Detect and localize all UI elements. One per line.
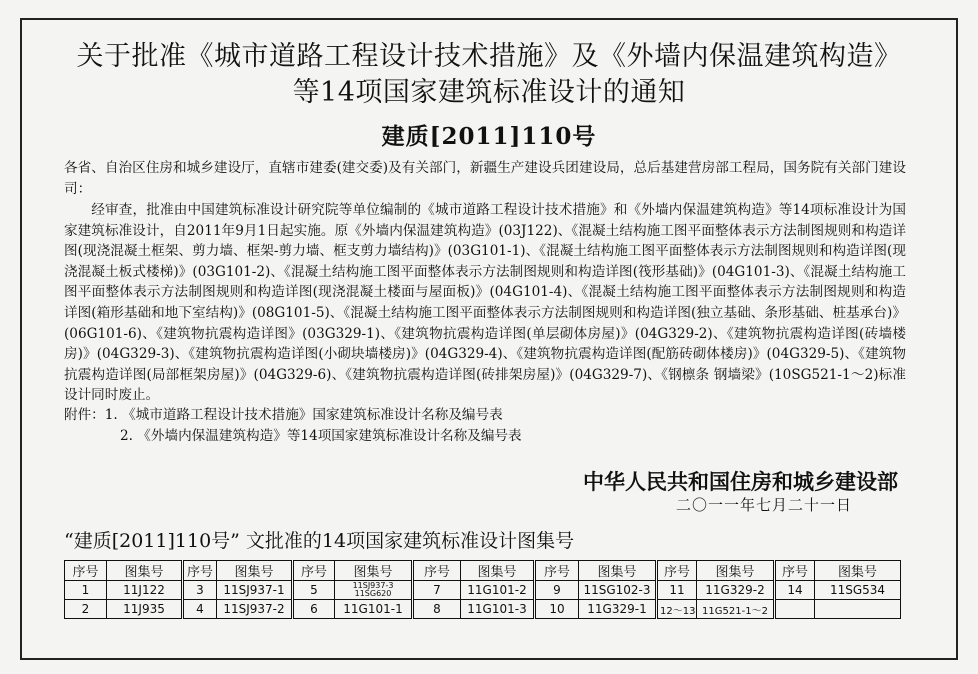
seq-cell: 7 [413,581,461,600]
header-code: 图集号 [697,561,775,581]
atlas-number-table [64,560,901,619]
code-cell: 11SJ937-3 11SG620 [335,581,413,600]
seq-cell: 3 [183,581,217,600]
code-cell: 11G101-3 [461,600,535,619]
seq-cell: 8 [413,600,461,619]
header-code: 图集号 [579,561,657,581]
header-code: 图集号 [107,561,183,581]
header-seq: 序号 [293,561,335,581]
header-seq: 序号 [413,561,461,581]
code-cell: 11G329-1 [579,600,657,619]
header-seq: 序号 [535,561,579,581]
code-cell: 11SG534 [815,581,901,600]
notice-title-line-1: 关于批准《城市道路工程设计技术措施》及《外墙内保温建筑构造》 [76,41,902,72]
header-code: 图集号 [815,561,901,581]
table-header-row [65,561,901,581]
code-cell: 11G101-1 [335,600,413,619]
seq-cell: 2 [65,600,107,619]
seq-cell: 14 [775,581,815,600]
seq-cell: 6 [293,600,335,619]
code-cell: 11G329-2 [697,581,775,600]
code-cell: 11SG102-3 [579,581,657,600]
code-cell: 11SJ937-2 [217,600,293,619]
seq-cell: 5 [293,581,335,600]
header-code: 图集号 [461,561,535,581]
code-cell: 11G101-2 [461,581,535,600]
issuing-authority: 中华人民共和国住房和城乡建设部 [583,470,898,494]
header-code: 图集号 [335,561,413,581]
header-seq: 序号 [65,561,107,581]
seq-cell: 9 [535,581,579,600]
addressees: 各省、自治区住房和城乡建设厅，直辖市建委(建交委)及有关部门，新疆生产建设兵团建设局，总后基建营房部工程局，国务院有关部门建设司： [64,160,906,197]
document-number: 建质[2011]110号 [381,123,597,150]
code-cell [815,600,901,619]
code-cell: 11SJ937-1 [217,581,293,600]
attachment-2: 2. 《外墙内保温建筑构造》等14项国家建筑标准设计名称及编号表 [120,428,522,444]
notice-title-line-2: 等14项国家建筑标准设计的通知 [292,77,686,108]
table-title: “建质[2011]110号” 文批准的14项国家建筑标准设计图集号 [64,530,575,552]
issue-date: 二〇一一年七月二十一日 [675,496,852,514]
seq-cell [775,600,815,619]
code-cell: 11G521-1～2 [697,600,775,619]
header-seq: 序号 [183,561,217,581]
table-row [65,600,901,619]
seq-cell: 1 [65,581,107,600]
code-cell: 11J122 [107,581,183,600]
header-seq: 序号 [657,561,697,581]
seq-cell: 10 [535,600,579,619]
header-seq: 序号 [775,561,815,581]
attachment-1: 附件：1. 《城市道路工程设计技术措施》国家建筑标准设计名称及编号表 [64,407,503,423]
code-cell: 11J935 [107,600,183,619]
header-code: 图集号 [217,561,293,581]
seq-cell: 4 [183,600,217,619]
notice-body: 经审查，批准由中国建筑标准设计研究院等单位编制的《城市道路工程设计技术措施》和《外墙内保温建筑构造》等14项标准设计为国家建筑标准设计，自2011年9月1日起实施。原《外墙内保温建筑构造》(03J122)、《混凝土结构施工图平面整体表示方法制图规则和构造详图(现浇混凝土框架、剪力墙、框架-剪力墙、框支剪力墙结构)》(03G101-1)、《混凝土结构施工图平面整体表示方法制图规则和构造详图(现浇混凝土板式楼梯)》(03G101-2)、《混凝土结构施工图平面整体表示方法制图规则和构造详图(筏形基础)》(04G101-3)、《混凝土结构施工图平面整体表示方法制图规则和构造详图(现浇混凝土楼面与屋面板)》(04G101-4)、《混凝土结构施工图平面整体表示方法制图规则和构造详图(箱形基础和地下室结构)》(08G101-5)、《混凝土结构施工图平面整体表示方法制图规则和构造详图(独立基础、条形基础、桩基承台)》(06G101-6)、《建筑物抗震构造详图》(03G329-1)、《建筑物抗震构造详图(单层砌体房屋)》(04G329-2)、《建筑物抗震构造详图(砖墙楼房)》(04G329-3)、《建筑物抗震构造详图(小砌块墙楼房)》(04G329-4)、《建筑物抗震构造详图(配筋砖砌体楼房)》(04G329-5)、《建筑物抗震构造详图(局部框架房屋)》(04G329-6)、《建筑物抗震构造详图(砖排架房屋)》(04G329-7)、《钢檩条 钢墙梁》(10SG521-1～2)标准设计同时废止。 [64,202,906,404]
seq-cell: 11 [657,581,697,600]
table-row [65,581,901,600]
seq-cell: 12～13 [657,600,697,619]
